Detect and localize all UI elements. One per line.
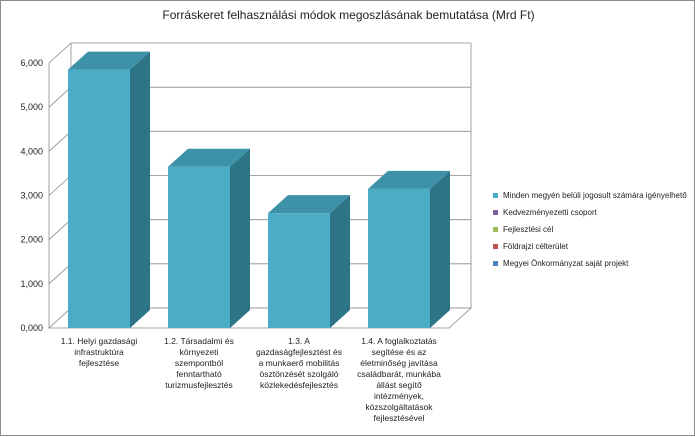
y-tick-label: 2,000 [20,234,43,245]
legend-item [493,221,687,238]
legend-swatch [493,261,498,266]
y-tick-label: 3,000 [20,190,43,201]
bar [268,213,330,328]
legend-item [493,238,687,255]
bar [168,167,230,328]
legend [493,187,687,272]
legend-item [493,255,687,272]
legend-label: Kedvezményezetti csoport [503,208,597,217]
x-tick-label: 1.3. A gazdaságfejlesztést és a munkaerő mobilitás ösztönzését szolgáló közlekedésfejlesztés [256,336,342,390]
bar-side [430,171,450,328]
x-tick-label: 1.4. A foglalkoztatás segítése és az életminőség javítása családbarát, munkába állást segítő intézmények, közszolgáltatások fejlesztésével [357,336,441,423]
legend-swatch [493,210,498,215]
bar [68,70,130,328]
legend-swatch [493,244,498,249]
bar-side [130,52,150,328]
y-tick-label: 5,000 [20,102,43,113]
legend-swatch [493,227,498,232]
bar-side [330,195,350,328]
bar-side [230,149,250,328]
legend-label: Megyei Önkormányzat saját projekt [503,259,629,268]
x-tick-label: 1.2. Társadalmi és környezeti szempontból fenntartható turizmusfejlesztés [164,336,234,390]
y-tick-label: 1,000 [20,278,43,289]
y-tick-label: 4,000 [20,146,43,157]
legend-item [493,187,687,204]
y-tick-label: 6,000 [20,58,43,68]
chart-title: Forráskeret felhasználási módok megoszlásának bemutatása (Mrd Ft) [162,8,535,22]
legend-label: Földrajzi célterület [503,242,568,251]
legend-label: Fejlesztési cél [503,225,554,234]
legend-item [493,204,687,221]
legend-label: Minden megyén belüli jogosult számára igényelhető [503,191,687,200]
legend-swatch [493,193,498,198]
bar [368,189,430,328]
y-tick-label: 0,000 [20,323,43,333]
x-tick-label: 1.1. Helyi gazdasági infrastruktúra fejlesztése [60,336,138,368]
